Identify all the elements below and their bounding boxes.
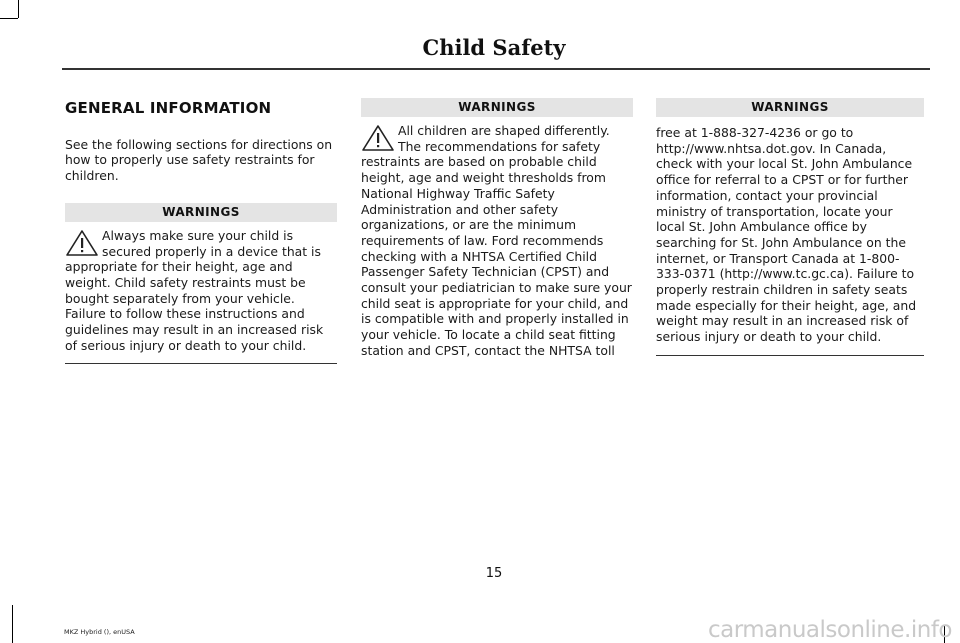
crop-mark	[0, 18, 18, 19]
column-3	[656, 98, 924, 356]
column-2	[361, 98, 633, 359]
warning-triangle-icon	[361, 124, 395, 152]
warning-block	[65, 228, 337, 365]
warnings-heading: WARNINGS	[656, 98, 924, 117]
header-rule	[62, 68, 930, 70]
page-number: 15	[485, 566, 503, 581]
warnings-heading: WARNINGS	[65, 203, 337, 222]
section-heading: GENERAL INFORMATION	[65, 99, 272, 117]
warnings-heading: WARNINGS	[361, 98, 633, 117]
warning-text: Always make sure your child is secured properly in a device that is appropriate for their height, age and weight. Child safety restraints must be bought separately from your vehicle. Failure to follow these instructions and guidelines may result in an increased risk of serious injury or death to your child.	[65, 227, 324, 353]
crop-mark	[12, 605, 13, 643]
intro-paragraph: See the following sections for directions on how to properly use safety restraints for children.	[65, 136, 333, 184]
edition-footer: MKZ Hybrid (), enUSA	[64, 628, 135, 636]
watermark: carmanualsonline.info	[707, 617, 952, 643]
warning-triangle-icon	[65, 229, 99, 257]
crop-mark	[18, 0, 19, 18]
warning-block	[361, 123, 633, 359]
page-title: Child Safety	[422, 35, 566, 60]
warning-text: free at 1-888-327-4236 or go to http://www.nhtsa.dot.gov. In Canada, check with your local St. John Ambulance office for referral to a CPST or for further information, contact your provincial ministry of transportation, locate your local St. John Ambulance office by searching for St. John Ambulance on the internet, or Transport Canada at 1-800-333-0371 (http://www.tc.gc.ca). Failure to properly restrain children in safety seats made especially for their height, age, and weight may result in an increased risk of serious injury or death to your child.	[656, 125, 917, 345]
column-1	[65, 98, 337, 364]
warning-text: All children are shaped differently. The recommendations for safety restraints are based on probable child height, age and weight thresholds from National Highway Traffic Safety Administration and other safety organizations, or are the minimum requirements of law. Ford recommends checking with a NHTSA Certified Child Passenger Safety Technician (CPST) and consult your pediatrician to make sure your child seat is appropriate for your child, and is compatible with and properly installed in your vehicle. To locate a child seat fitting station and CPST, contact the NHTSA toll	[361, 123, 632, 358]
warning-block	[656, 123, 924, 356]
